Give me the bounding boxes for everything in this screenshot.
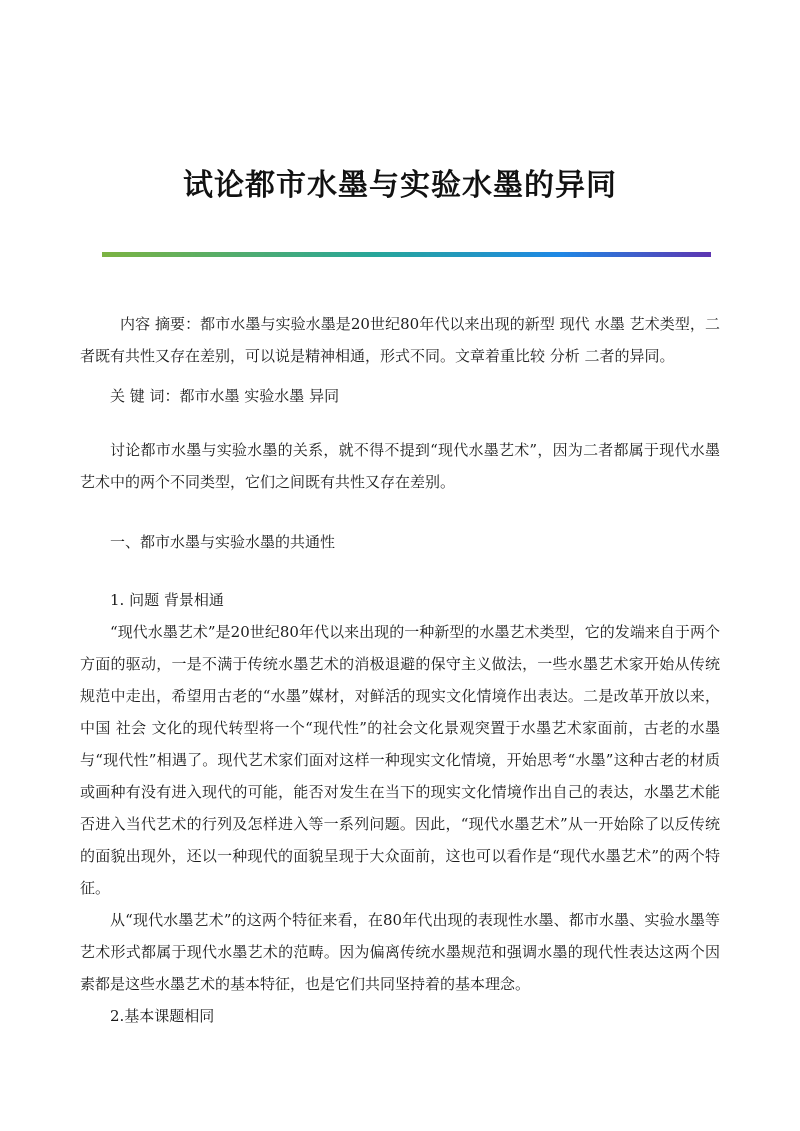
subsection-heading: 2.基本课题相同 — [110, 1007, 215, 1025]
document-body — [80, 308, 720, 1032]
subsection-heading: 1. 问题 背景相通 — [110, 591, 224, 609]
document-title: 试论都市水墨与实验水墨的异同 — [183, 168, 617, 203]
section-heading: 一、都市水墨与实验水墨的共通性 — [110, 533, 336, 551]
intro-paragraph: 讨论都市水墨与实验水墨的关系，就不得不提到“现代水墨艺术”，因为二者都属于现代水墨艺术中的两个不同类型，它们之间既有共性又存在差别。 — [80, 441, 720, 491]
keywords-line: 关 键 词：都市水墨 实验水墨 异同 — [110, 387, 340, 405]
abstract-paragraph: 内容 摘要：都市水墨与实验水墨是20世纪80年代以来出现的新型 现代 水墨 艺术类型，二者既有共性又存在差别，可以说是精神相通，形式不同。文章着重比较 分析 二者的异同。 — [80, 315, 720, 365]
body-paragraph: 从“现代水墨艺术”的这两个特征来看，在80年代出现的表现性水墨、都市水墨、实验水墨等艺术形式都属于现代水墨艺术的范畴。因为偏离传统水墨规范和强调水墨的现代性表达这两个因素都是这些水墨艺术的基本特征，也是它们共同坚持着的基本理念。 — [80, 911, 720, 993]
body-paragraph: “现代水墨艺术”是20世纪80年代以来出现的一种新型的水墨艺术类型，它的发端来自于两个方面的驱动，一是不满于传统水墨艺术的消极退避的保守主义做法，一些水墨艺术家开始从传统规范中走出，希望用古老的“水墨”媒材，对鲜活的现实文化情境作出表达。二是改革开放以来， 中国 社会 文化的现代转型将一个“现代性”的社会文化景观突置于水墨艺术家面前，古老的水墨与“现代性”相遇了。现代艺术家们面对这样一种现实文化情境，开始思考“水墨”这种古老的材质或画种有没有进入现代的可能，能否对发生在当下的现实文化情境作出自己的表达，水墨艺术能否进入当代艺术的行列及怎样进入等一系列问题。因此，“现代水墨艺术”从一开始除了以反传统的面貌出现外，还以一种现代的面貌呈现于大众面前，这也可以看作是“现代水墨艺术”的两个特征。 — [80, 623, 720, 897]
title-divider — [102, 252, 711, 257]
